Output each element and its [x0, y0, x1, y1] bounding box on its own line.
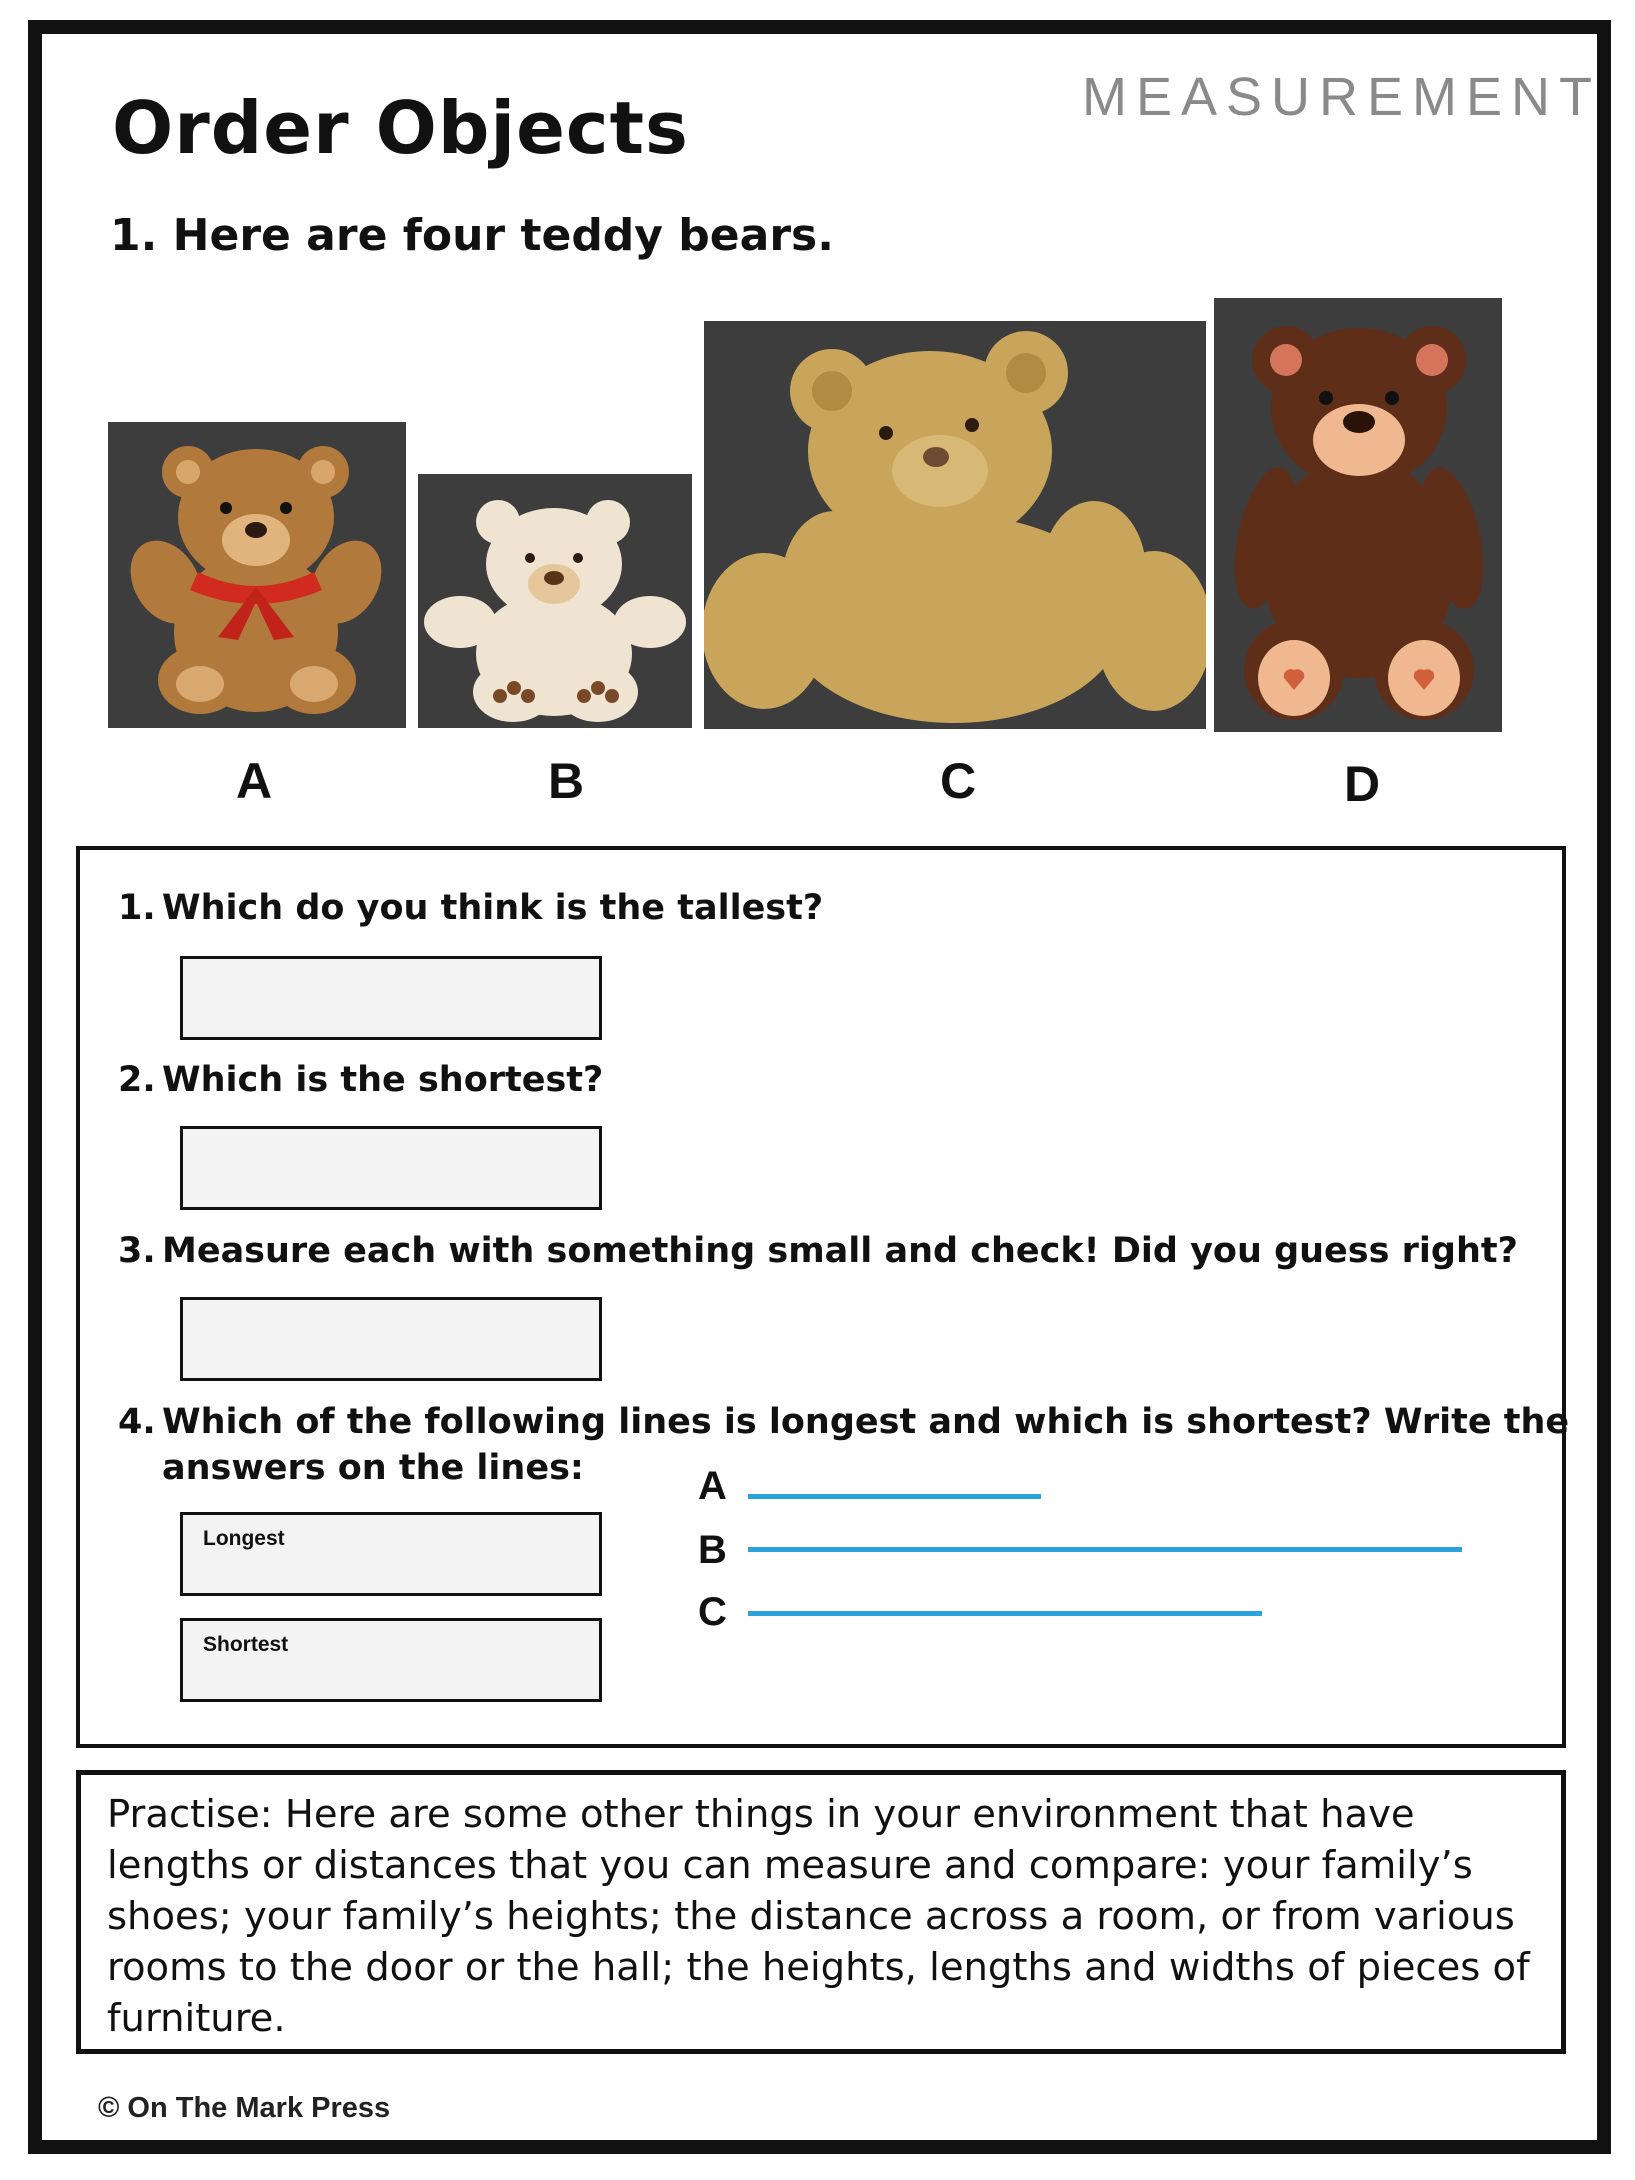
- bear-b-label: B: [548, 753, 585, 809]
- bear-c-label: C: [940, 753, 977, 809]
- practise-box: [76, 1770, 1566, 2054]
- shortest-label: Shortest: [203, 1633, 289, 1656]
- line-a-label: A: [698, 1464, 727, 1508]
- question-4-continued: answers on the lines:: [162, 1448, 584, 1488]
- question-text: Which is the shortest?: [162, 1060, 604, 1100]
- teddy-bear-icon: [418, 474, 692, 728]
- question-number: 1.: [118, 888, 156, 928]
- bear-a-label: A: [236, 753, 273, 809]
- page-title: Order Objects: [112, 86, 689, 170]
- question-text: Which do you think is the tallest?: [162, 888, 824, 928]
- bear-c-image: [704, 321, 1206, 729]
- longest-label: Longest: [203, 1527, 285, 1550]
- longest-answer-box[interactable]: [180, 1512, 602, 1596]
- bear-d-image: [1214, 298, 1502, 732]
- bear-a-image: [108, 422, 406, 728]
- question-3: [118, 1231, 1518, 1271]
- answer-box-2[interactable]: [180, 1126, 602, 1210]
- line-c: [748, 1611, 1262, 1616]
- teddy-bear-icon: [1214, 298, 1502, 732]
- question-number: 2.: [118, 1060, 156, 1100]
- question-1: [118, 888, 823, 928]
- question-text: Which of the following lines is longest and which is shortest? Write the: [162, 1402, 1570, 1442]
- bear-b-image: [418, 474, 692, 728]
- bear-d-label: D: [1344, 756, 1381, 812]
- line-b: [748, 1547, 1462, 1552]
- line-b-label: B: [698, 1528, 727, 1572]
- answer-box-1[interactable]: [180, 956, 602, 1040]
- line-c-label: C: [698, 1590, 727, 1634]
- teddy-bear-icon: [704, 321, 1206, 729]
- question-number: 4.: [118, 1402, 156, 1442]
- shortest-answer-box[interactable]: [180, 1618, 602, 1702]
- teddy-bear-icon: [108, 422, 406, 728]
- question-4: [118, 1402, 1569, 1442]
- question-2: [118, 1060, 603, 1100]
- answer-box-3[interactable]: [180, 1297, 602, 1381]
- copyright-footer: © On The Mark Press: [98, 2092, 391, 2124]
- question-text: Measure each with something small and check! Did you guess right?: [162, 1231, 1518, 1271]
- practise-text: Practise: Here are some other things in your environment that have lengths or distances that you can measure and compare: your family’s shoes; your family’s heights; the distance across a room, or from various rooms to the door or the hall; the heights, lengths and widths of pieces of furniture.: [107, 1792, 1530, 2041]
- section-label: MEASUREMENT: [1082, 67, 1602, 127]
- line-a: [748, 1494, 1041, 1499]
- intro-text: 1. Here are four teddy bears.: [110, 210, 834, 261]
- question-number: 3.: [118, 1231, 156, 1271]
